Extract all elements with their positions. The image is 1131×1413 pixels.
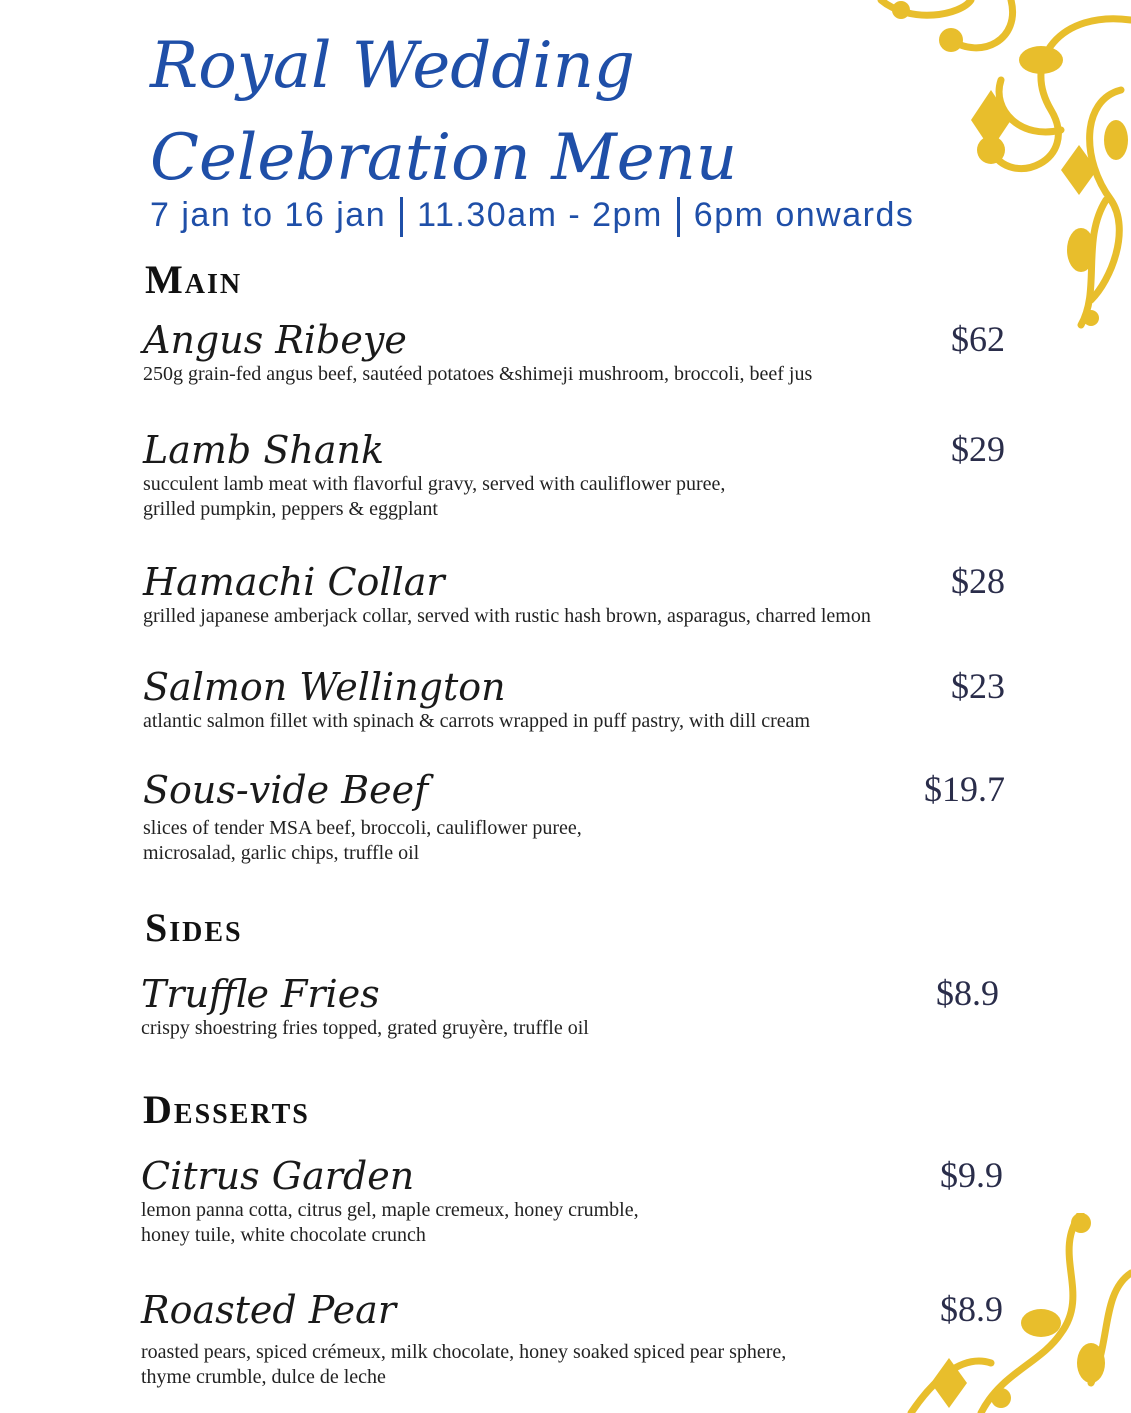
item-description: succulent lamb meat with flavorful gravy, served with cauliflower puree, grilled pumpkin, peppers & eggplant [143,473,726,520]
item-name: Angus Ribeye [143,318,407,362]
item-price: $23 [951,666,1005,706]
menu-title-line-2: Celebration Menu [150,121,738,195]
item-name: Citrus Garden [141,1154,415,1198]
dinner-hours: 6pm onwards [693,196,915,234]
item-description: slices of tender MSA beef, broccoli, cauliflower puree, microsalad, garlic chips, truffle oil [143,817,582,864]
item-price: $8.9 [940,1289,1003,1329]
item-name: Sous-vide Beef [143,768,429,812]
item-description: atlantic salmon fillet with spinach & carrots wrapped in puff pastry, with dill cream [143,710,811,732]
item-description: roasted pears, spiced crémeux, milk chocolate, honey soaked spiced pear sphere, thyme crumble, dulce de leche [141,1341,787,1388]
item-name: Roasted Pear [141,1288,396,1332]
item-name: Hamachi Collar [143,560,445,604]
date-time-banner [150,196,914,237]
date-period: 7 jan to 16 jan [150,196,387,234]
menu-title-line-1: Royal Wedding [150,29,635,103]
section-heading-sides: Sides [145,905,243,950]
item-name: Salmon Wellington [143,665,506,709]
item-description: 250g grain-fed angus beef, sautéed potatoes &shimeji mushroom, broccoli, beef jus [143,363,813,385]
lunch-hours: 11.30am - 2pm [417,196,663,234]
menu-item [141,972,1011,1041]
item-price: $19.7 [924,769,1005,809]
item-price: $9.9 [940,1155,1003,1195]
divider [400,197,403,237]
divider [677,197,680,237]
item-name: Lamb Shank [143,428,384,472]
menu-item [143,560,1013,629]
section-heading-desserts: Desserts [143,1087,310,1132]
item-description: lemon panna cotta, citrus gel, maple cremeux, honey crumble, honey tuile, white chocolate crunch [141,1199,639,1246]
menu-item [141,1154,1011,1248]
item-price: $28 [951,561,1005,601]
item-price: $62 [951,319,1005,359]
item-price: $8.9 [936,973,999,1013]
floral-ornament-top [761,0,1131,330]
menu-title [150,20,737,204]
item-price: $29 [951,429,1005,469]
item-name: Truffle Fries [141,972,380,1016]
menu-item [143,428,1013,522]
section-heading-main: Main [145,257,243,302]
menu-item [143,665,1013,734]
item-description: crispy shoestring fries topped, grated gruyère, truffle oil [141,1017,589,1039]
item-description: grilled japanese amberjack collar, served with rustic hash brown, asparagus, charred lemon [143,605,871,627]
menu-item [143,318,1013,387]
menu-item [143,768,1013,866]
menu-item [141,1288,1011,1390]
